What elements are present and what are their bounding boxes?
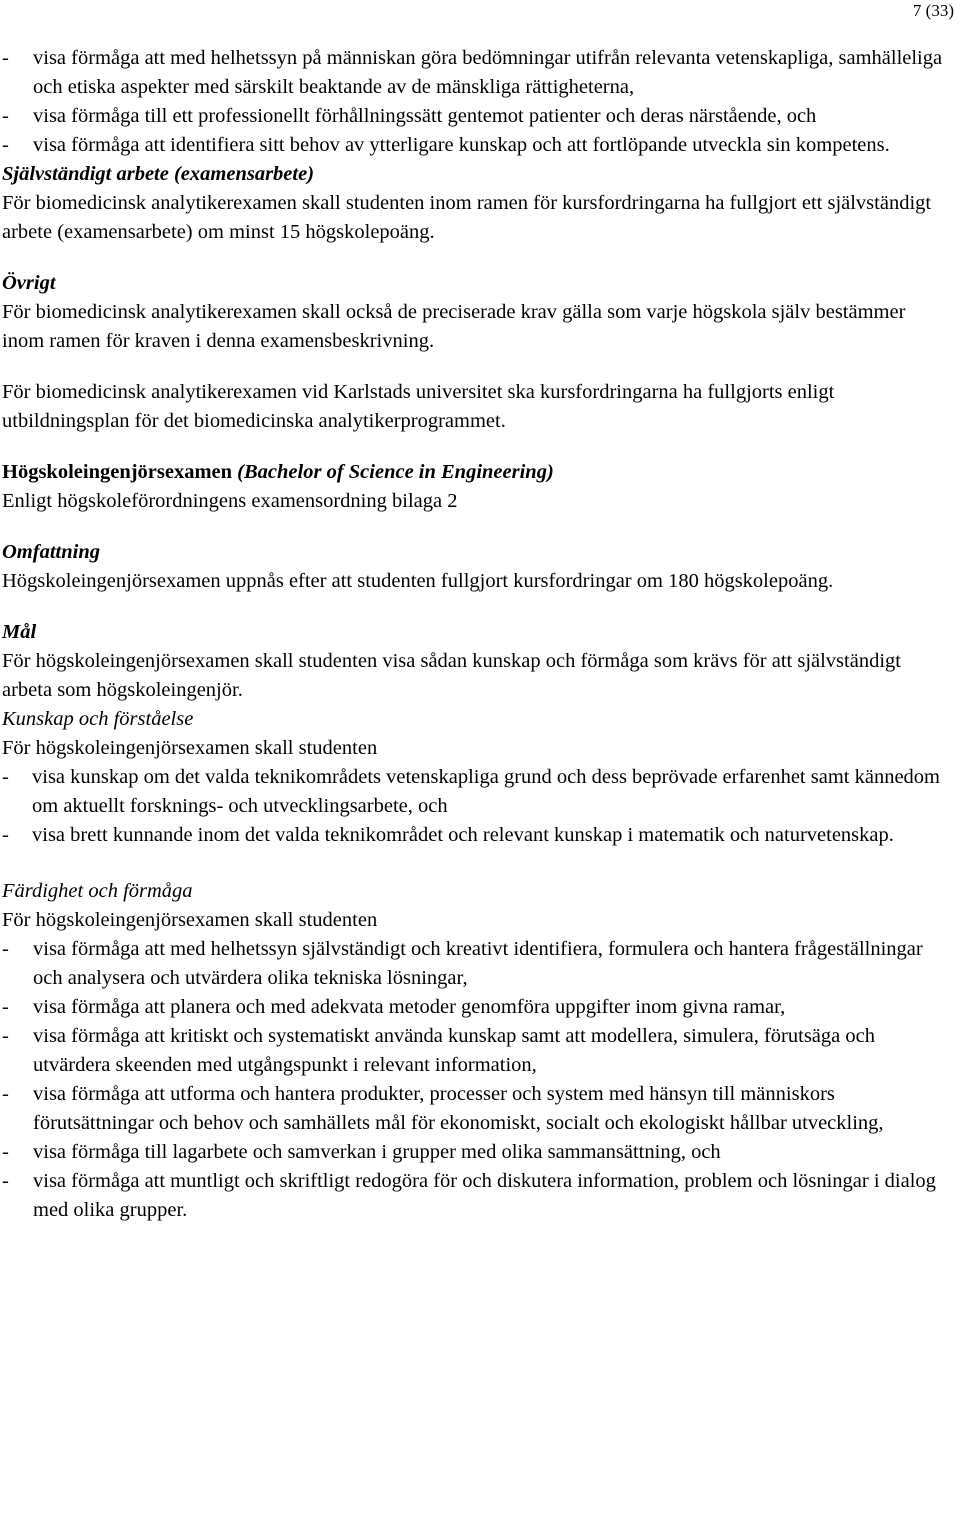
bullet-dash: -	[2, 105, 9, 127]
section-heading-sjalvstandigt: Självständigt arbete (examensarbete)	[2, 163, 315, 185]
degree-title-en: (Bachelor of Science in Engineering)	[237, 461, 554, 483]
list-item-text: visa förmåga att planera och med adekvata metoder genomföra uppgifter inom givna ramar,	[33, 996, 786, 1018]
subheading-fardighet: Färdighet och förmåga	[2, 880, 193, 902]
degree-title	[2, 458, 952, 487]
list-item	[2, 1167, 952, 1225]
list-item	[2, 821, 952, 850]
list-item-text: visa förmåga till ett professionellt förhållningssätt gentemot patienter och deras närstående, och	[33, 105, 817, 127]
list-item-text: visa förmåga att identifiera sitt behov av ytterligare kunskap och att fortlöpande utveckla sin kompetens.	[33, 134, 890, 156]
fardighet-bullet-list	[2, 935, 952, 1225]
list-item-text: visa förmåga att med helhetssyn på människan göra bedömningar utifrån relevanta vetenskapliga, samhälleliga och etiska aspekter med särskilt beaktande av de mänskliga rättigheterna,	[33, 47, 943, 98]
bullet-dash: -	[2, 938, 9, 960]
bullet-dash: -	[2, 1025, 9, 1047]
section-heading-omfattning: Omfattning	[2, 541, 100, 563]
bullet-dash: -	[2, 47, 9, 69]
list-item-text: visa förmåga att utforma och hantera produkter, processer och system med hänsyn till människors förutsättningar och behov och samhällets mål för ekonomiskt, socialt och ekologiskt hållbar utveckling,	[33, 1083, 884, 1134]
paragraph-ovrigt-2: För biomedicinsk analytikerexamen vid Karlstads universitet ska kursfordringarna ha fullgjorts enligt utbildningsplan för det biomedicinska analytikerprogrammet.	[2, 381, 835, 432]
paragraph-kunskap-lead: För högskoleingenjörsexamen skall studenten	[2, 737, 378, 759]
degree-subtitle: Enligt högskoleförordningens examensordning bilaga 2	[2, 490, 458, 512]
document-body	[2, 44, 952, 1225]
list-item	[2, 1080, 952, 1138]
list-item-text: visa brett kunnande inom det valda teknikområdet och relevant kunskap i matematik och naturvetenskap.	[32, 824, 894, 846]
section-heading-mal: Mål	[2, 621, 37, 643]
kunskap-bullet-list	[2, 763, 952, 850]
list-item	[2, 993, 952, 1022]
list-item	[2, 1022, 952, 1080]
bullet-dash: -	[2, 766, 9, 788]
list-item	[2, 44, 952, 102]
paragraph-mal: För högskoleingenjörsexamen skall studenten visa sådan kunskap och förmåga som krävs för att självständigt arbeta som högskoleingenjör.	[2, 650, 901, 701]
list-item	[2, 102, 952, 131]
degree-title-sv: Högskoleingenjörsexamen	[2, 461, 233, 483]
list-item	[2, 131, 952, 160]
subheading-kunskap: Kunskap och förståelse	[2, 708, 194, 730]
bullet-dash: -	[2, 996, 9, 1018]
page-number: 7 (33)	[912, 1, 954, 20]
section-heading-ovrigt: Övrigt	[2, 272, 56, 294]
list-item-text: visa förmåga att kritiskt och systematiskt använda kunskap samt att modellera, simulera, förutsäga och utvärdera skeenden med utgångspunkt i relevant information,	[33, 1025, 875, 1076]
bullet-dash: -	[2, 1141, 9, 1163]
paragraph-fardighet-lead: För högskoleingenjörsexamen skall studenten	[2, 909, 378, 931]
list-item-text: visa kunskap om det valda teknikområdets vetenskapliga grund och dess beprövade erfarenhet samt kännedom om aktuellt forsknings- och utvecklingsarbete, och	[32, 766, 940, 817]
paragraph-sjalvstandigt: För biomedicinsk analytikerexamen skall studenten inom ramen för kursfordringarna ha fullgjort ett självständigt arbete (examensarbete) om minst 15 högskolepoäng.	[2, 192, 932, 243]
list-item	[2, 763, 952, 821]
list-item	[2, 935, 952, 993]
list-item-text: visa förmåga till lagarbete och samverkan i grupper med olika sammansättning, och	[33, 1141, 721, 1163]
paragraph-omfattning: Högskoleingenjörsexamen uppnås efter att studenten fullgjort kursfordringar om 180 högskolepoäng.	[2, 570, 834, 592]
bullet-dash: -	[2, 1170, 9, 1192]
bullet-dash: -	[2, 1083, 9, 1105]
list-item	[2, 1138, 952, 1167]
intro-bullet-list	[2, 44, 952, 160]
bullet-dash: -	[2, 824, 9, 846]
list-item-text: visa förmåga att muntligt och skriftligt redogöra för och diskutera information, problem och lösningar i dialog med olika grupper.	[33, 1170, 936, 1221]
list-item-text: visa förmåga att med helhetssyn självständigt och kreativt identifiera, formulera och hantera frågeställningar och analysera och utvärdera olika tekniska lösningar,	[33, 938, 923, 989]
paragraph-ovrigt-1: För biomedicinsk analytikerexamen skall också de preciserade krav gälla som varje högskola själv bestämmer inom ramen för kraven i denna examensbeskrivning.	[2, 301, 906, 352]
bullet-dash: -	[2, 134, 9, 156]
